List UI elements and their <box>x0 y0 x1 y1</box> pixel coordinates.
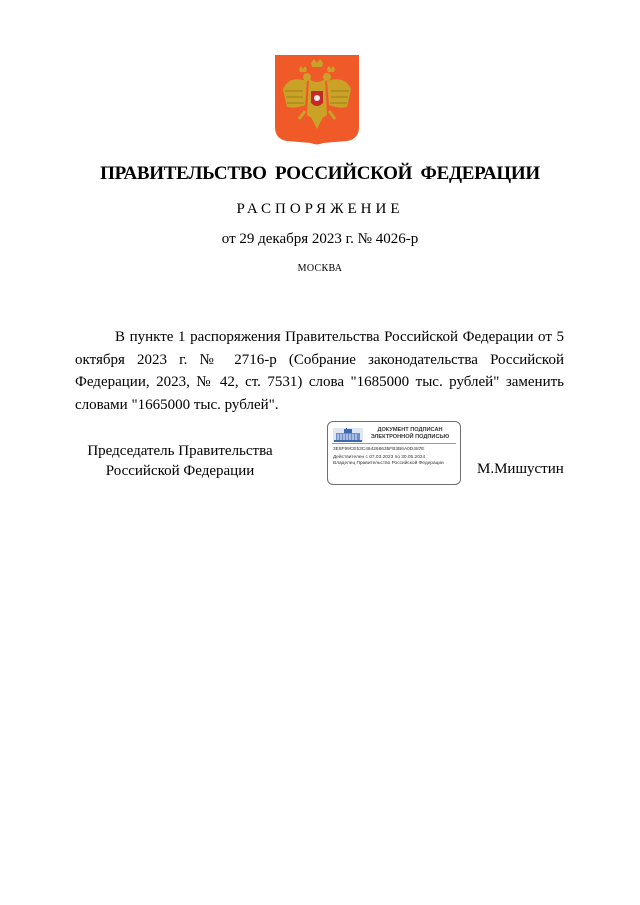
government-title: ПРАВИТЕЛЬСТВО РОССИЙСКОЙ ФЕДЕРАЦИИ <box>100 163 540 184</box>
stamp-heading-line-2: ЭЛЕКТРОННОЙ ПОДПИСЬЮ <box>370 434 450 440</box>
electronic-signature-stamp <box>327 421 461 485</box>
government-building-icon <box>333 428 363 442</box>
russian-coat-of-arms-icon <box>275 55 359 146</box>
order-paragraph: В пункте 1 распоряжения Правительства Российской Федерации от 5 октября 2023 г. № 2716-р (Собрание законодательства Российской Федерации, 2023, № 42, ст. 7531) слова "1685000 тыс. рублей" заменить словами "1665000 тыс. рублей". <box>75 329 564 413</box>
signer-position-line-1: Председатель Правительства <box>87 443 273 459</box>
document-date-number: от 29 декабря 2023 г. № 4026-р <box>221 231 419 247</box>
stamp-heading-line-1: ДОКУМЕНТ ПОДПИСАН <box>377 427 443 433</box>
signer-name: М.Мишустин <box>477 461 564 477</box>
stamp-heading <box>362 427 458 441</box>
stamp-divider <box>332 443 456 444</box>
signer-position-line-2: Российской Федерации <box>105 463 255 479</box>
stamp-validity: Действителен с 07.03.2023 по 30.05.2024 <box>333 455 426 460</box>
signer-position <box>75 441 285 481</box>
stamp-owner: Владелец Правительство Российской Федерации <box>333 461 444 466</box>
stamp-certificate-number: 3E8F99CE53C464268635FB3B6A0D487E <box>333 447 425 452</box>
document-type: РАСПОРЯЖЕНИЕ <box>236 201 404 217</box>
city-name: МОСКВА <box>297 263 343 274</box>
